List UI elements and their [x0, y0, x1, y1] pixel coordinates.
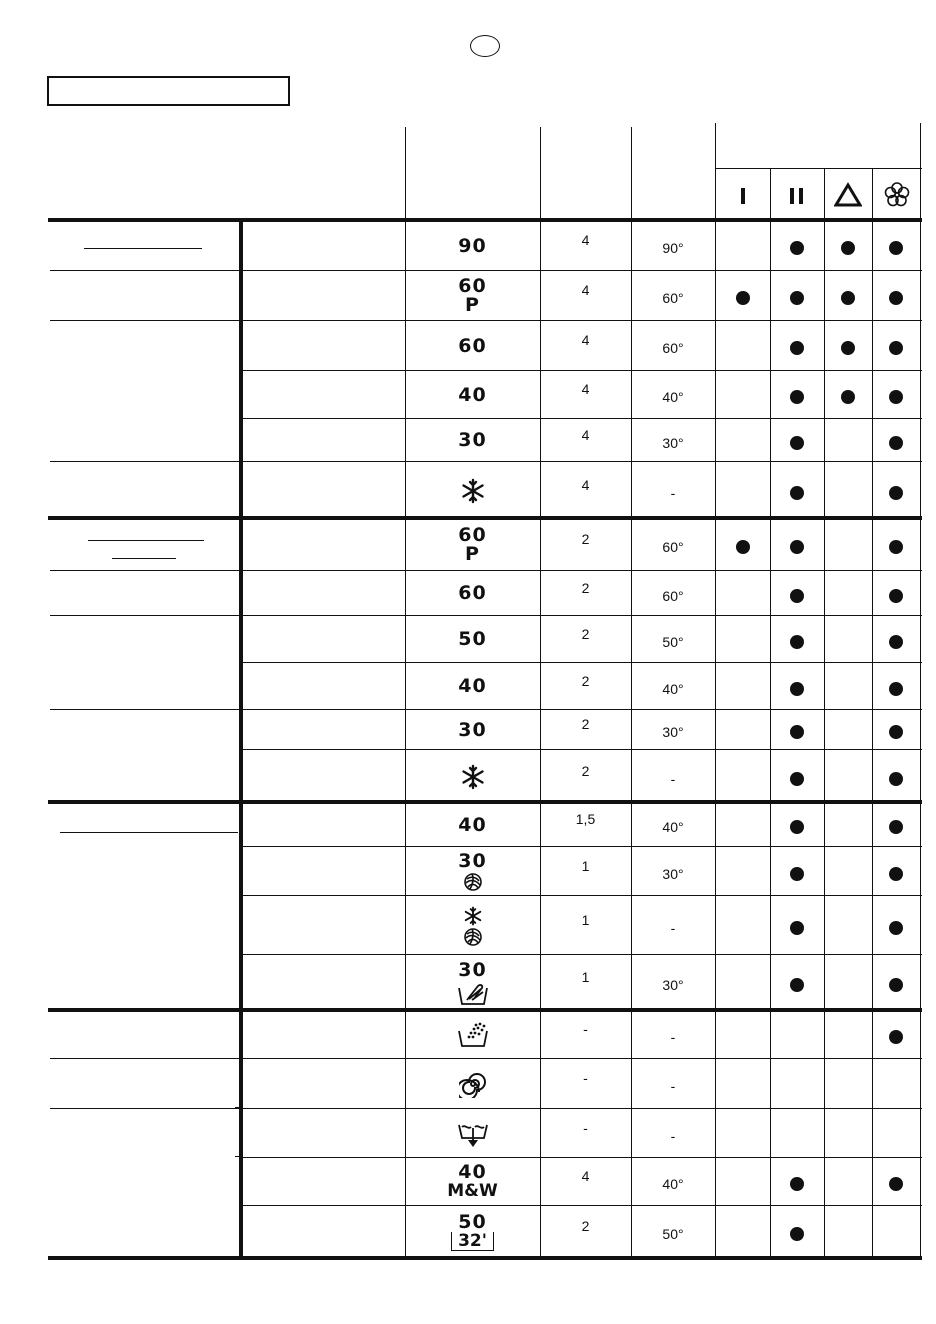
- column-divider: [920, 220, 921, 1256]
- compartment-2-icon: [770, 180, 823, 212]
- dose-dot: [889, 725, 903, 739]
- dose-dot: [790, 921, 804, 935]
- header-divider: [540, 127, 541, 220]
- group-underline: [60, 832, 238, 833]
- programme-symbol: [405, 572, 540, 615]
- load-value: 2: [581, 762, 590, 779]
- dose-cell: [770, 755, 824, 802]
- programme-symbol: [405, 664, 540, 709]
- dose-cell: [770, 467, 824, 518]
- programme-symbol: [405, 420, 540, 461]
- language-badge: [470, 35, 500, 57]
- dose-cell: [770, 808, 824, 846]
- temperature: [631, 668, 715, 709]
- programme-symbol: [405, 520, 540, 570]
- snowflake-icon: [460, 478, 486, 504]
- header-divider: [631, 127, 632, 220]
- max-load: [540, 611, 631, 656]
- max-load: [540, 1201, 631, 1250]
- temperature: [631, 1114, 715, 1157]
- section-title-box: [47, 76, 290, 106]
- programme-symbol: [405, 372, 540, 418]
- dose-dot: [790, 772, 804, 786]
- softener-flower-icon: [872, 178, 922, 212]
- dose-dot: [790, 867, 804, 881]
- load-value: 4: [581, 426, 590, 443]
- dose-cell: [872, 524, 920, 570]
- dose-dot: [736, 291, 750, 305]
- programme-label: 40: [458, 675, 487, 697]
- dose-dot: [790, 436, 804, 450]
- temperature-value: 40°: [662, 680, 684, 697]
- dose-cell: [872, 576, 920, 615]
- temperature: [631, 467, 715, 518]
- dose-dot: [841, 291, 855, 305]
- group-underline: [84, 248, 202, 249]
- max-load: [540, 891, 631, 948]
- bleach-triangle-icon: [824, 178, 872, 212]
- dose-dot: [790, 540, 804, 554]
- row-rule: [50, 320, 922, 321]
- dose-cell: [770, 715, 824, 749]
- compartment-1-icon: [716, 180, 769, 212]
- programme-symbol: [405, 804, 540, 846]
- load-value: 4: [581, 232, 590, 248]
- dose-dot: [790, 241, 804, 255]
- temperature-value: 60°: [662, 539, 684, 555]
- dose-cell: [770, 1211, 824, 1256]
- load-value: 1,5: [575, 811, 596, 827]
- programme-label: 30: [458, 429, 487, 451]
- temperature-value: -: [670, 1078, 676, 1094]
- temperature: [631, 808, 715, 846]
- temperature: [631, 960, 715, 1010]
- programme-label: 40: [458, 1161, 487, 1183]
- snowflake-icon: [460, 764, 486, 790]
- programme-symbol: [405, 463, 540, 518]
- dose-dot: [790, 820, 804, 834]
- programme-symbol: [405, 617, 540, 662]
- max-load: [540, 1054, 631, 1102]
- dose-dot: [889, 341, 903, 355]
- dose-dot: [889, 921, 903, 935]
- dose-dot: [889, 241, 903, 255]
- temperature: [631, 852, 715, 895]
- dose-cell: [770, 376, 824, 418]
- load-value: 2: [581, 531, 590, 547]
- row-rule: [50, 570, 922, 571]
- programme-symbol: [405, 222, 540, 270]
- programme-label: M&W: [447, 1181, 498, 1201]
- dose-dot: [889, 1177, 903, 1191]
- load-value: 4: [581, 381, 590, 397]
- programme-label: P: [465, 543, 480, 565]
- programme-label: 60: [458, 275, 487, 297]
- dose-dot: [841, 241, 855, 255]
- load-value: -: [583, 1021, 588, 1037]
- max-load: [540, 658, 631, 703]
- max-load: [540, 366, 631, 412]
- spin-icon: [459, 1070, 487, 1098]
- rinse-icon: [456, 1021, 490, 1049]
- programme-label: 90: [458, 234, 487, 257]
- dose-cell: [872, 901, 920, 954]
- temperature-value: -: [670, 484, 676, 501]
- group-underline: [235, 1156, 241, 1157]
- dose-cell: [770, 852, 824, 895]
- dose-dot: [889, 682, 903, 696]
- temperature-value: -: [670, 770, 676, 787]
- dose-cell: [824, 376, 872, 418]
- dose-dot: [790, 589, 804, 603]
- temperature: [631, 715, 715, 749]
- dose-cell: [872, 808, 920, 846]
- dose-cell: [770, 960, 824, 1010]
- temperature: [631, 755, 715, 802]
- temperature: [631, 276, 715, 320]
- load-value: -: [583, 1119, 588, 1136]
- programme-label: 30: [458, 850, 487, 872]
- dose-cell: [872, 960, 920, 1010]
- dose-dot: [889, 540, 903, 554]
- dose-dot: [790, 341, 804, 355]
- temperature: [631, 326, 715, 370]
- temperature-value: 40°: [662, 389, 684, 405]
- temperature-value: 60°: [662, 587, 684, 604]
- temperature-value: 50°: [662, 1225, 684, 1242]
- programme-label: 50: [458, 1210, 487, 1233]
- programme-symbol: [405, 322, 540, 370]
- dose-dot: [841, 390, 855, 404]
- temperature-value: 30°: [662, 434, 684, 451]
- temperature-value: 60°: [662, 340, 684, 356]
- load-value: 1: [581, 911, 590, 928]
- dose-cell: [872, 424, 920, 461]
- temperature-value: 30°: [662, 977, 684, 993]
- dose-cell: [872, 226, 920, 270]
- max-load: [540, 1006, 631, 1052]
- dose-dot: [889, 867, 903, 881]
- dose-cell: [872, 1016, 920, 1058]
- dose-dot: [889, 589, 903, 603]
- dose-dot: [889, 436, 903, 450]
- hand-wash-icon: [456, 980, 490, 1006]
- dose-cell: [872, 276, 920, 320]
- temperature-value: -: [670, 1029, 676, 1045]
- programme-label: 60: [458, 524, 487, 546]
- temperature: [631, 1064, 715, 1108]
- group-underline: [88, 540, 204, 541]
- row-rule: [50, 615, 922, 616]
- dose-dot: [889, 1030, 903, 1044]
- temperature: [631, 1163, 715, 1205]
- temperature-value: -: [670, 1127, 676, 1144]
- programme-symbol: [405, 897, 540, 954]
- dose-cell: [872, 668, 920, 709]
- programme-symbol: [405, 751, 540, 802]
- dose-cell: [770, 668, 824, 709]
- temperature-value: 50°: [662, 633, 684, 650]
- max-load: [540, 1153, 631, 1199]
- load-value: 1: [581, 857, 590, 874]
- max-load: [540, 1104, 631, 1151]
- temperature: [631, 376, 715, 418]
- programme-symbol: [405, 1012, 540, 1058]
- programme-symbol: [405, 956, 540, 1010]
- group-underline: [112, 558, 176, 559]
- programme-symbol: [405, 1060, 540, 1108]
- wool-icon: [462, 871, 484, 891]
- dose-cell: [872, 326, 920, 370]
- dose-dot: [889, 486, 903, 500]
- wool-icon: [462, 926, 484, 946]
- max-load: [540, 414, 631, 455]
- temperature-value: -: [670, 919, 676, 936]
- dose-dot: [790, 291, 804, 305]
- dose-cell: [770, 621, 824, 662]
- temperature: [631, 1016, 715, 1058]
- row-rule: [50, 1058, 922, 1059]
- row-rule: [50, 270, 922, 271]
- temperature: [631, 621, 715, 662]
- programme-label: 60: [458, 334, 487, 357]
- load-value: 2: [581, 625, 590, 642]
- dose-cell: [872, 755, 920, 802]
- max-load: [540, 798, 631, 840]
- dose-cell: [770, 901, 824, 954]
- programme-label: 40: [458, 813, 487, 836]
- programme-symbol: [405, 1110, 540, 1157]
- load-value: 4: [581, 1168, 590, 1184]
- dose-dot: [790, 682, 804, 696]
- group-column-divider: [239, 220, 243, 1258]
- dose-dot: [790, 978, 804, 992]
- dose-cell: [770, 424, 824, 461]
- dose-dot: [841, 341, 855, 355]
- dose-dot: [790, 635, 804, 649]
- max-load: [540, 842, 631, 889]
- temperature: [631, 901, 715, 954]
- dose-cell: [872, 621, 920, 662]
- max-load: [540, 950, 631, 1004]
- load-value: 2: [581, 716, 590, 732]
- max-load: [540, 216, 631, 264]
- load-value: 4: [581, 332, 590, 348]
- dose-dot: [790, 1227, 804, 1241]
- programme-symbol: [405, 1207, 540, 1256]
- temperature-value: 30°: [662, 865, 684, 882]
- row-rule: [50, 709, 922, 710]
- temperature: [631, 524, 715, 570]
- max-load: [540, 566, 631, 609]
- table-bottom-rule: [48, 1256, 922, 1260]
- programme-symbol: [405, 272, 540, 320]
- dose-cell: [872, 852, 920, 895]
- dose-cell: [770, 576, 824, 615]
- programme-symbol: [405, 1159, 540, 1205]
- dose-cell: [872, 1163, 920, 1205]
- dose-cell: [824, 326, 872, 370]
- dose-dot: [889, 635, 903, 649]
- max-load: [540, 266, 631, 314]
- header-divider: [715, 168, 922, 169]
- temperature: [631, 576, 715, 615]
- row-rule: [50, 1108, 922, 1109]
- load-value: 2: [581, 672, 590, 689]
- programme-label: 40: [458, 383, 487, 406]
- dose-cell: [770, 276, 824, 320]
- column-divider: [715, 220, 716, 1256]
- dose-cell: [872, 715, 920, 749]
- programme-label: 30: [458, 958, 487, 981]
- programme-label: 60: [458, 582, 487, 604]
- load-value: 2: [581, 579, 590, 596]
- dose-cell: [770, 1163, 824, 1205]
- dose-dot: [790, 486, 804, 500]
- row-rule: [50, 461, 922, 462]
- temperature-value: 40°: [662, 1176, 684, 1192]
- temperature: [631, 226, 715, 270]
- programme-symbol: [405, 711, 540, 749]
- dose-cell: [872, 376, 920, 418]
- group-underline: [235, 1107, 241, 1108]
- programme-label: 50: [458, 628, 487, 650]
- drain-icon: [456, 1120, 490, 1148]
- programme-label: 32': [451, 1232, 494, 1251]
- max-load: [540, 745, 631, 796]
- dose-dot: [889, 291, 903, 305]
- dose-dot: [889, 772, 903, 786]
- dose-dot: [790, 1177, 804, 1191]
- dose-dot: [889, 390, 903, 404]
- dose-cell: [824, 276, 872, 320]
- dose-cell: [872, 467, 920, 518]
- temperature-value: 90°: [662, 240, 684, 256]
- load-value: 2: [581, 1217, 590, 1234]
- temperature-value: 60°: [662, 290, 684, 306]
- dose-cell: [770, 226, 824, 270]
- max-load: [540, 705, 631, 743]
- dose-cell: [770, 524, 824, 570]
- dose-cell: [715, 524, 770, 570]
- temperature-value: 40°: [662, 819, 684, 835]
- dose-cell: [824, 226, 872, 270]
- dose-cell: [770, 326, 824, 370]
- dose-dot: [889, 978, 903, 992]
- max-load: [540, 457, 631, 512]
- programme-label: 30: [458, 718, 487, 741]
- temperature: [631, 1211, 715, 1256]
- dose-dot: [790, 390, 804, 404]
- programme-label: P: [465, 294, 480, 316]
- dose-dot: [889, 820, 903, 834]
- load-value: 4: [581, 282, 590, 298]
- load-value: 1: [581, 969, 590, 985]
- header-divider: [405, 127, 406, 220]
- max-load: [540, 316, 631, 364]
- dose-cell: [715, 276, 770, 320]
- snowflake-icon: [463, 906, 483, 926]
- programme-symbol: [405, 848, 540, 895]
- dose-dot: [736, 540, 750, 554]
- max-load: [540, 514, 631, 564]
- temperature: [631, 424, 715, 461]
- load-value: 4: [581, 476, 590, 493]
- load-value: -: [583, 1070, 588, 1086]
- dose-dot: [790, 725, 804, 739]
- temperature-value: 30°: [662, 724, 684, 740]
